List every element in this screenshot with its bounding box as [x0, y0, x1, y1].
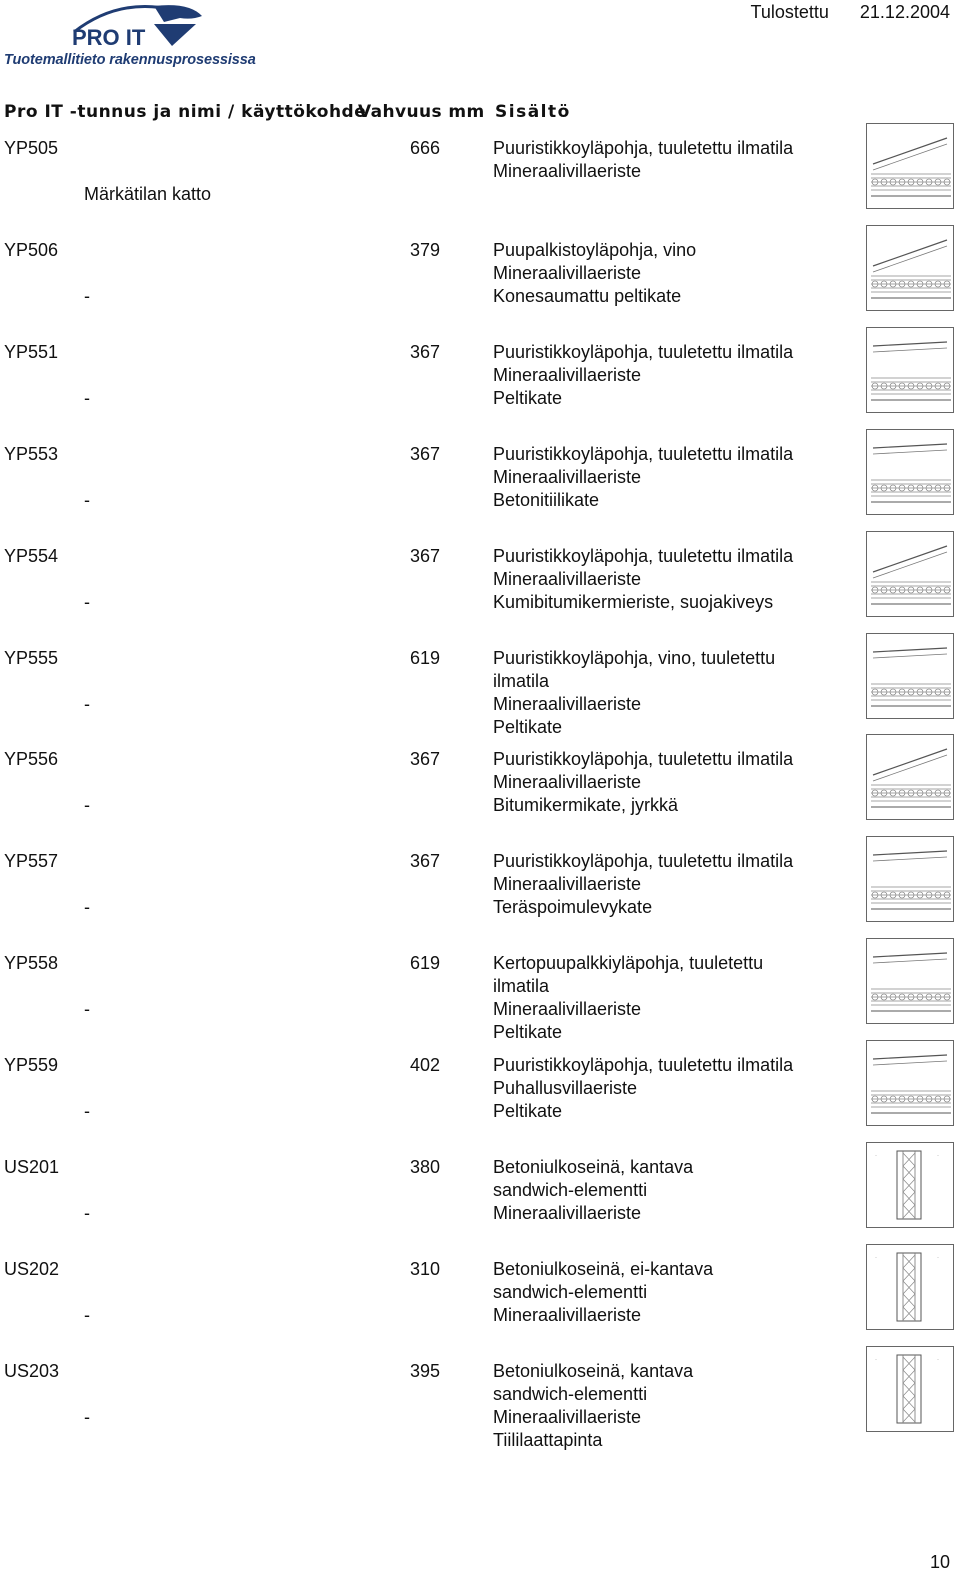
entry-content-line: Puuristikkoyläpohja, tuuletettu ilmatila: [493, 545, 794, 566]
structure-drawing-thumbnail[interactable]: [866, 1040, 954, 1126]
list-item: [0, 748, 960, 848]
entry-content: [493, 1156, 838, 1225]
entry-content: [493, 748, 838, 817]
entry-content-line: Bitumikermikate, jyrkkä: [493, 795, 679, 816]
entry-content-line: Puupalkistoyläpohja, vino: [493, 239, 697, 260]
svg-text:·: ·: [937, 1356, 939, 1363]
entry-code: US203: [4, 1360, 60, 1381]
printed-date: 21.12.2004: [859, 2, 950, 22]
entry-content-line: Tiililaattapinta: [493, 1429, 603, 1450]
entry-thickness: 402: [410, 1055, 441, 1076]
entry-content-line: Peltikate: [493, 387, 563, 408]
svg-text:·: ·: [875, 1356, 877, 1363]
entry-content: [493, 647, 838, 739]
entry-content-line: Betoniulkoseinä, ei-kantava: [493, 1258, 714, 1279]
entry-use-case: -: [84, 387, 90, 408]
entry-content-line: Puuristikkoyläpohja, tuuletettu ilmatila: [493, 1055, 794, 1076]
entry-code: US201: [4, 1157, 60, 1177]
entry-content-line: Mineraalivillaeriste: [493, 568, 642, 589]
svg-text:·: ·: [937, 1153, 939, 1159]
page-number: 10: [929, 1552, 950, 1572]
pro-it-logo-icon: [4, 2, 214, 52]
list-item: [0, 1153, 960, 1256]
entry-use-case: -: [84, 999, 90, 1020]
structure-drawing-thumbnail[interactable]: [866, 938, 954, 1024]
entry-content-line: Betoniulkoseinä, kantava: [493, 1360, 694, 1381]
structure-drawing-thumbnail[interactable]: [866, 1142, 954, 1228]
entry-thickness: 619: [410, 647, 441, 668]
svg-text:·: ·: [875, 1254, 877, 1261]
list-item: [0, 137, 960, 237]
entry-content-line: Mineraalivillaeriste: [493, 1203, 642, 1223]
entry-code: YP555: [4, 647, 59, 668]
entry-content: [493, 952, 838, 1044]
entry-code: YP553: [4, 443, 59, 464]
structure-drawing-thumbnail[interactable]: [866, 633, 954, 719]
entry-content-line: sandwich-elementti: [493, 1383, 648, 1404]
entry-content-line: ilmatila: [493, 976, 550, 997]
entry-thickness: 380: [410, 1157, 441, 1177]
entry-code: YP551: [4, 341, 59, 362]
entry-code: YP559: [4, 1055, 59, 1076]
entry-content: [493, 1258, 838, 1327]
logo-tagline: Tuotemallitieto rakennusprosessissa: [4, 52, 256, 68]
entry-content-line: Puuristikkoyläpohja, tuuletettu ilmatila: [493, 341, 794, 362]
entry-content-line: Peltikate: [493, 1101, 563, 1122]
entry-content-line: Puuristikkoyläpohja, tuuletettu ilmatila: [493, 749, 794, 770]
column-header-id-name: Pro IT -tunnus ja nimi / käyttökohde: [4, 102, 367, 122]
entry-content-line: Mineraalivillaeriste: [493, 364, 642, 385]
entry-code: YP558: [4, 953, 59, 974]
svg-text:PRO IT: PRO IT: [72, 25, 146, 50]
list-item: [0, 1254, 960, 1358]
column-header-content: Sisältö: [495, 102, 571, 122]
entry-content-line: Betoniulkoseinä, kantava: [493, 1157, 694, 1177]
entry-content-line: sandwich-elementti: [493, 1281, 648, 1302]
list-item: [0, 1356, 960, 1460]
list-item: [0, 647, 960, 747]
printed-label: Tulostettu: [750, 2, 829, 22]
entry-thickness: 367: [410, 749, 441, 770]
entry-content-line: Peltikate: [493, 716, 563, 737]
print-info: [725, 2, 950, 23]
structure-drawing-thumbnail[interactable]: [866, 1346, 954, 1432]
entry-content-line: Puhallusvillaeriste: [493, 1078, 638, 1099]
svg-text:·: ·: [937, 1254, 939, 1261]
entry-content-line: Puuristikkoyläpohja, tuuletettu ilmatila: [493, 138, 794, 158]
list-item: [0, 545, 960, 645]
entry-content-line: Mineraalivillaeriste: [493, 262, 642, 283]
entry-content: [493, 341, 838, 410]
svg-text:·: ·: [875, 1153, 877, 1159]
entry-thickness: 666: [410, 138, 441, 158]
entry-use-case: -: [84, 1203, 90, 1223]
entry-content-line: Mineraalivillaeriste: [493, 693, 642, 714]
entry-thickness: 367: [410, 851, 441, 872]
entry-use-case: -: [84, 489, 90, 510]
entry-content-line: Mineraalivillaeriste: [493, 161, 642, 181]
entry-thickness: 367: [410, 341, 441, 362]
entry-content-line: Puuristikkoyläpohja, tuuletettu ilmatila: [493, 851, 794, 872]
entry-content-line: Mineraalivillaeriste: [493, 1406, 642, 1427]
list-item: [0, 239, 960, 339]
entry-thickness: 379: [410, 239, 441, 260]
entry-thickness: 367: [410, 545, 441, 566]
entry-use-case: -: [84, 591, 90, 612]
entry-content-line: Puuristikkoyläpohja, vino, tuuletettu: [493, 647, 776, 668]
list-item: [0, 850, 960, 950]
structure-drawing-thumbnail[interactable]: [866, 836, 954, 922]
entry-use-case: -: [84, 1406, 90, 1427]
entry-content-line: ilmatila: [493, 670, 550, 691]
structure-drawing-thumbnail[interactable]: [866, 734, 954, 820]
entry-content-line: Konesaumattu peltikate: [493, 285, 682, 306]
structure-drawing-thumbnail[interactable]: [866, 531, 954, 617]
entry-content: [493, 443, 838, 512]
entry-use-case: Märkätilan katto: [84, 184, 212, 204]
entry-code: US202: [4, 1258, 60, 1279]
structure-drawing-thumbnail[interactable]: [866, 225, 954, 311]
logo: [4, 2, 284, 70]
entry-thickness: 395: [410, 1360, 441, 1381]
entry-content-line: Betonitiilikate: [493, 489, 600, 510]
entry-content-line: Mineraalivillaeriste: [493, 874, 642, 895]
structure-drawing-thumbnail[interactable]: [866, 1244, 954, 1330]
entry-content-line: Peltikate: [493, 1022, 563, 1043]
entry-use-case: -: [84, 693, 90, 714]
entry-code: YP554: [4, 545, 59, 566]
entry-use-case: -: [84, 795, 90, 816]
entry-content: [493, 545, 838, 614]
structure-drawing-thumbnail[interactable]: [866, 123, 954, 209]
entry-use-case: -: [84, 1304, 90, 1325]
entry-code: YP556: [4, 749, 59, 770]
entry-content-line: Mineraalivillaeriste: [493, 772, 642, 793]
list-item: [0, 443, 960, 543]
structure-drawing-thumbnail[interactable]: [866, 327, 954, 413]
list-item: [0, 952, 960, 1052]
entry-code: YP557: [4, 851, 59, 872]
entry-content: [493, 137, 838, 183]
entry-thickness: 367: [410, 443, 441, 464]
structure-drawing-thumbnail[interactable]: [866, 429, 954, 515]
entry-thickness: 310: [410, 1258, 441, 1279]
entry-use-case: -: [84, 1101, 90, 1122]
entry-content-line: Mineraalivillaeriste: [493, 999, 642, 1020]
entry-thickness: 619: [410, 953, 441, 974]
entry-code: YP506: [4, 239, 59, 260]
entry-content-line: Teräspoimulevykate: [493, 897, 653, 918]
entry-content-line: Kumibitumikermieriste, suojakiveys: [493, 591, 774, 612]
list-item: [0, 1054, 960, 1154]
entry-content-line: Kertopuupalkkiyläpohja, tuuletettu: [493, 953, 764, 974]
list-item: [0, 341, 960, 441]
entry-use-case: -: [84, 285, 90, 306]
entry-content: [493, 239, 838, 308]
entry-content: [493, 1054, 838, 1123]
entry-code: YP505: [4, 138, 59, 158]
entry-content: [493, 1360, 838, 1452]
entry-content: [493, 850, 838, 919]
entry-use-case: -: [84, 897, 90, 918]
entry-content-line: sandwich-elementti: [493, 1180, 648, 1200]
column-header-thickness: Vahvuus mm: [358, 102, 485, 122]
entry-content-line: Mineraalivillaeriste: [493, 1304, 642, 1325]
entry-content-line: Puuristikkoyläpohja, tuuletettu ilmatila: [493, 443, 794, 464]
entry-content-line: Mineraalivillaeriste: [493, 466, 642, 487]
